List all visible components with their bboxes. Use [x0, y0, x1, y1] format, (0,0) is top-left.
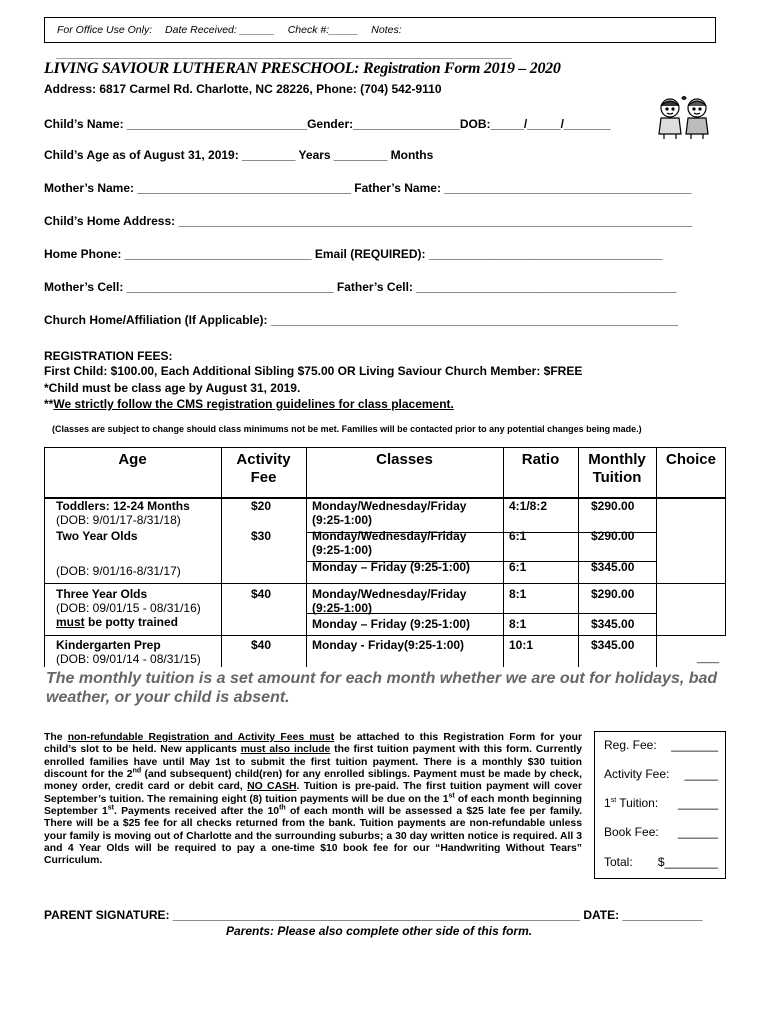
fees-line-2: *Child must be class age by August 31, 2019.	[44, 381, 301, 395]
row-dob: (DOB: 9/01/16-8/31/17)	[56, 564, 181, 578]
row-tuition: $290.00	[591, 587, 635, 601]
office-use-box	[44, 17, 716, 60]
parent-cells-field[interactable]: Mother’s Cell: _______________________________ Father’s Cell: _______________________________________	[44, 280, 677, 294]
home-address-field[interactable]: Child’s Home Address: _____________________________________________________________________________	[44, 214, 693, 228]
fees-heading: REGISTRATION FEES:	[44, 349, 173, 363]
row-class-alt: Monday – Friday (9:25-1:00)	[312, 560, 471, 574]
row-ratio: 4:1/8:2	[509, 499, 548, 513]
back-side-note: Parents: Please also complete other side of this form.	[226, 924, 533, 938]
col-header-classes: Classes	[376, 451, 433, 468]
table-row: Three Year Olds	[56, 587, 148, 601]
fees-line-3-underlined: We strictly follow the CMS registration guidelines for class placement.	[53, 397, 454, 411]
tuition-slogan: The monthly tuition is a set amount for each month whether we are out for holidays, bad weather, or your child is absent.	[46, 670, 718, 706]
col-header-choice: Choice	[665, 451, 716, 468]
fee-summary-box: Reg. Fee: _______ Activity Fee: _____ 1st Tuition: ______ Book Fee: ______ Total: $________	[594, 731, 726, 879]
row-ratio: 10:1	[509, 638, 534, 652]
row-ratio: 6:1	[509, 529, 527, 543]
row-ratio: 8:1	[509, 587, 527, 601]
notes-field[interactable]: Notes: ______________________________________________________________________________	[57, 24, 513, 60]
choice-cell-toddlers[interactable]	[657, 499, 725, 583]
choice-blank[interactable]: ____	[697, 653, 720, 664]
child-age-field[interactable]: Child’s Age as of August 31, 2019: ________ Years ________ Months	[44, 148, 434, 162]
row-dob: (DOB: 9/01/17-8/31/18)	[56, 513, 181, 527]
row-dob: (DOB: 09/01/15 - 08/31/16)	[56, 601, 201, 615]
form-title: LIVING SAVIOUR LUTHERAN PRESCHOOL: Registration Form 2019 – 2020	[44, 60, 561, 77]
row-tuition-alt: $345.00	[591, 617, 635, 631]
school-address: Address: 6817 Carmel Rd. Charlotte, NC 28226, Phone: (704) 542-9110	[44, 82, 442, 96]
table-row: Toddlers: 12-24 Months	[56, 499, 190, 513]
col-header-fee: Fee	[250, 469, 277, 486]
col-header-monthly: Monthly	[588, 451, 646, 468]
row-tuition: $290.00	[591, 529, 635, 543]
row-tuition: $290.00	[591, 499, 635, 513]
col-header-activity: Activity	[236, 451, 291, 468]
row-class-time: (9:25-1:00)	[312, 513, 373, 527]
row-ratio-alt: 6:1	[509, 560, 527, 574]
row-class: Monday/Wednesday/Friday	[312, 499, 467, 513]
church-affiliation-field[interactable]: Church Home/Affiliation (If Applicable): _____________________________________________________________	[44, 313, 678, 327]
choice-cell-three[interactable]	[657, 584, 725, 635]
row-class: Monday/Wednesday/Friday	[312, 587, 467, 601]
policy-paragraph: The non-refundable Registration and Activity Fees must be attached to this Registration Form for your child’s slot to be held. New applicants must also include the first tuition payment with this form. Currently enrolled families have until May 1st to submit the first tuition payment. There is a monthly $30 tuition discount for the 2nd (and subsequent) child(ren) for any enrolled siblings. Payment must be made by check, money order, credit card or debit card, NO CASH. Tuition is pre-paid. The first tuition payment will cover September’s tuition. The remaining eight (8) tuition payments will be due on the 1st of each month beginning September 1st. Payments received after the 10th of each month will be assessed a $25 late fee per family. There will be a $25 fee for all checks returned from the bank. Tuition payments are non-refundable unless your family is moving out of Charlotte and the surrounding suburbs; a 30 day written notice is required. All 3 and 4 Year Olds will be required to pay a one-time $10 book fee for our “Handwriting Without Tears” Curriculum.	[44, 732, 582, 867]
row-fee: $40	[251, 638, 272, 652]
col-header-ratio: Ratio	[521, 451, 560, 468]
row-fee: $40	[251, 587, 272, 601]
classes-table	[44, 447, 726, 667]
row-fee: $20	[251, 499, 272, 513]
row-class-time: (9:25-1:00)	[312, 543, 373, 557]
parent-names-field[interactable]: Mother’s Name: ________________________________ Father’s Name: _____________________________________	[44, 181, 692, 195]
col-header-age: Age	[118, 451, 147, 468]
row-potty-note: must be potty trained	[56, 615, 179, 629]
row-fee: $30	[251, 529, 272, 543]
parent-signature-field[interactable]: PARENT SIGNATURE: _____________________________________________________________ DATE: ____________	[44, 908, 703, 922]
row-class: Monday - Friday(9:25-1:00)	[312, 638, 465, 652]
check-number-field[interactable]: Check #:_____	[287, 24, 359, 36]
fees-line-3-prefix: **	[44, 397, 54, 411]
table-row: Kindergarten Prep	[56, 638, 161, 652]
row-class-time: (9:25-1:00)	[312, 601, 373, 615]
row-class: Monday/Wednesday/Friday	[312, 529, 467, 543]
children-clipart-icon	[651, 94, 717, 140]
row-tuition-alt: $345.00	[591, 560, 635, 574]
row-ratio-alt: 8:1	[509, 617, 527, 631]
table-row: Two Year Olds	[56, 529, 138, 543]
row-dob: (DOB: 09/01/14 - 08/31/15)	[56, 652, 201, 666]
fees-line-3	[44, 397, 454, 411]
fees-line-1: First Child: $100.00, Each Additional Sibling $75.00 OR Living Saviour Church Member: $FREE	[44, 364, 583, 378]
phone-email-field[interactable]: Home Phone: ____________________________ Email (REQUIRED): ___________________________________	[44, 247, 663, 261]
date-received-field[interactable]: Date Received: ______	[165, 24, 275, 36]
office-use-label: For Office Use Only:	[57, 24, 153, 36]
row-class-alt: Monday – Friday (9:25-1:00)	[312, 617, 471, 631]
child-name-gender-dob-field[interactable]: Child’s Name: ___________________________Gender:________________DOB:_____/_____/_______	[44, 117, 611, 131]
classes-change-note: (Classes are subject to change should class minimums not be met. Families will be contacted prior to any potential changes being made.)	[52, 424, 642, 434]
row-tuition: $345.00	[591, 638, 635, 652]
col-header-tuition: Tuition	[592, 469, 642, 486]
